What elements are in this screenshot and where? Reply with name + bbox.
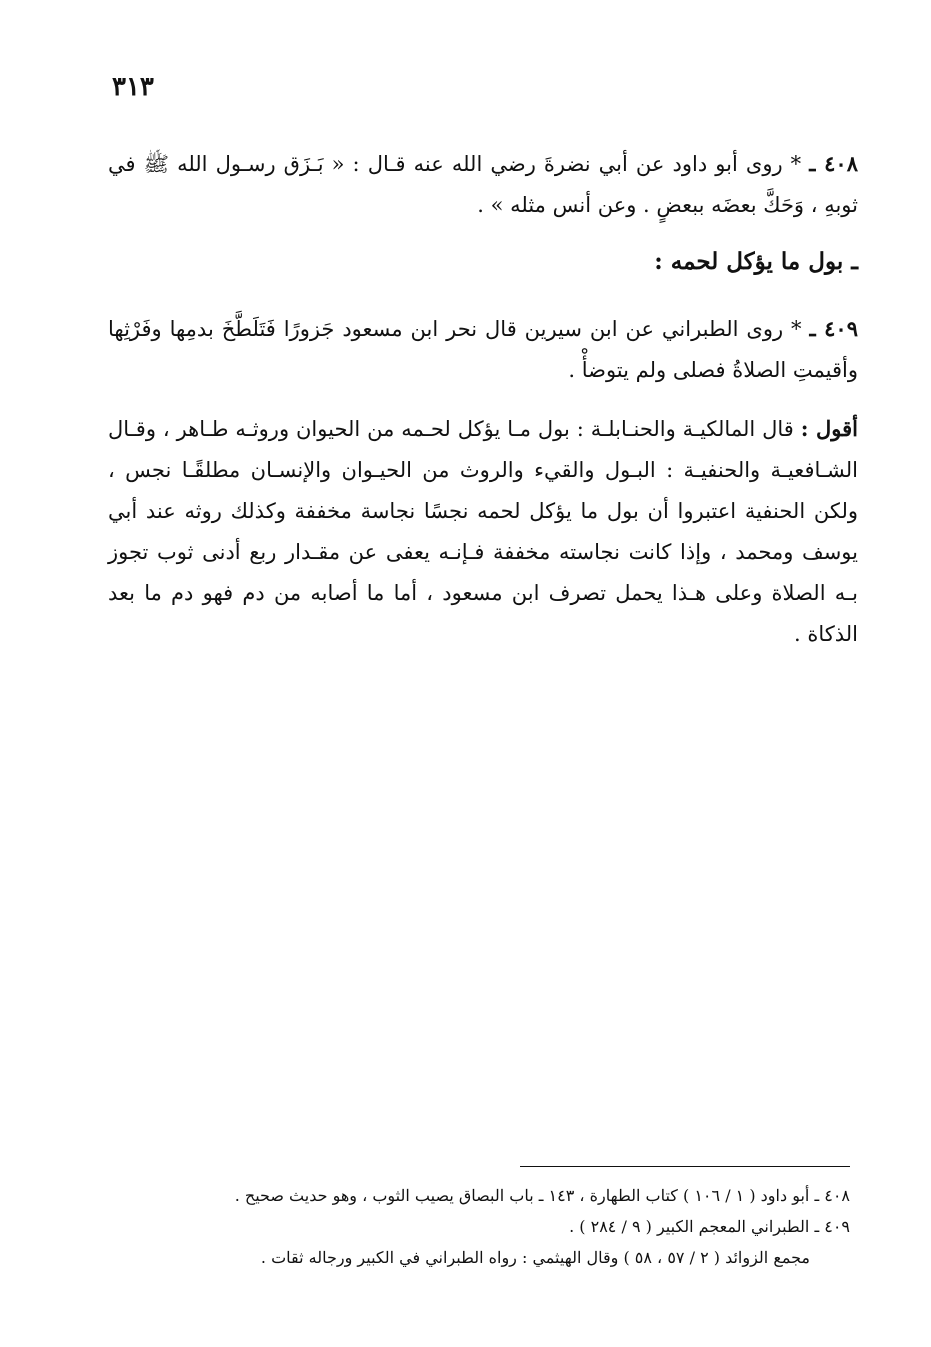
footnote-409: ٤٠٩ ـ الطبراني المعجم الكبير ( ٩ / ٢٨٤ ) . <box>569 1217 850 1236</box>
footnote-divider <box>520 1166 850 1167</box>
entry-408-number: ٤٠٨ ـ <box>809 151 858 176</box>
footnote-409-continued: مجمع الزوائد ( ٢ / ٥٧ ، ٥٨ ) وقال الهيثمي : رواه الطبراني في الكبير ورجاله ثقات . <box>260 1248 810 1267</box>
footnote-408: ٤٠٨ ـ أبو داود ( ١ / ١٠٦ ) كتاب الطهارة ، ١٤٣ ـ باب البصاق يصيب الثوب ، وهو حديث صحيح . <box>234 1186 850 1205</box>
entry-409-number: ٤٠٩ ـ <box>809 316 858 341</box>
commentary-text: قال المالكيـة والحنـابلـة : بول مـا يؤكل لحـمه من الحيوان وروثـه طـاهر ، وقـال الشـافعيـة والحنفيـة : البـول والقيء والروث من الحيـوان والإنسـان مطلقًـا نجس ، ولكن الحنفية اعتبروا أن بول ما يؤكل لحمه نجسًا نجاسة مخففة وكذلك روثه عند أبي يوسف ومحمد ، وإذا كانت نجاسته مخففة فـإنـه يعفى عن مقـدار ربع أدنى ثوب تجوز بـه الصلاة وعلى هـذا يحمل تصرف ابن مسعود ، أما ما أصابه من دم فهو دم ما بعد الذكاة . <box>108 417 858 646</box>
commentary-lead: أقول : <box>800 416 858 441</box>
entry-409 <box>108 308 858 391</box>
footnotes <box>150 1180 850 1273</box>
entry-409-text: * روى الطبراني عن ابن سيرين قال نحر ابن مسعود جَزورًا فَتَلَطَّخَ بدمِها وفَرْثِها وأقيمتِ الصلاةُ فصلى ولم يتوضأْ . <box>108 317 858 382</box>
commentary <box>108 408 858 655</box>
page-number: ٣١٣ <box>112 72 154 102</box>
entry-408 <box>108 143 858 226</box>
entry-408-text: * روى أبو داود عن أبي نضرةَ رضي الله عنه قـال : « بَـزَق رسـول الله ﷺ في ثوبهِ ، وَحَكَّ بعضَه ببعضٍ . وعن أنس مثله » . <box>108 152 858 217</box>
section-heading: ـ بول ما يؤكل لحمه : <box>654 248 858 275</box>
